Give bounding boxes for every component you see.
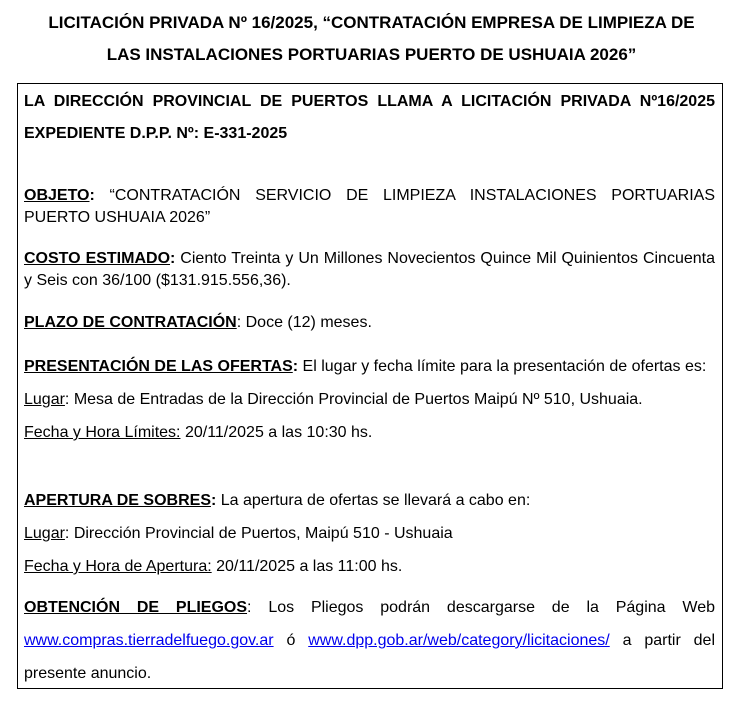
title-line-2: LAS INSTALACIONES PORTUARIAS PUERTO DE USHUAIA 2026” — [106, 45, 637, 64]
presentacion-text: El lugar y fecha límite para la presentación de ofertas es: — [298, 358, 707, 375]
objeto-section — [24, 185, 715, 229]
apertura-intro — [24, 484, 715, 517]
apertura-lugar-text: : Dirección Provincial de Puertos, Maipú 510 - Ushuaia — [64, 525, 453, 542]
costo-label: COSTO ESTIMADO — [24, 250, 171, 267]
apertura-fecha-label: Fecha y Hora de Apertura: — [24, 558, 212, 575]
apertura-colon: : — [210, 492, 217, 509]
objeto-colon: : — [89, 187, 95, 204]
plazo-label: PLAZO DE CONTRATACIÓN — [24, 314, 237, 331]
dpp-link[interactable]: www.dpp.gob.ar/web/category/licitaciones/ — [308, 632, 610, 649]
apertura-fecha-text: 20/11/2025 a las 11:00 hs. — [211, 558, 403, 575]
presentacion-lugar-text: : Mesa de Entradas de la Dirección Provincial de Puertos Maipú Nº 510, Ushuaia. — [64, 391, 643, 408]
pliegos-label: OBTENCIÓN DE PLIEGOS — [24, 599, 248, 616]
plazo-section — [24, 312, 715, 334]
pliegos-separator: ó — [273, 632, 309, 649]
apertura-label: APERTURA DE SOBRES — [24, 492, 211, 509]
page-title — [0, 7, 743, 71]
plazo-text: : Doce (12) meses. — [236, 314, 372, 331]
presentacion-lugar — [24, 383, 715, 416]
apertura-fecha — [24, 550, 715, 583]
apertura-lugar — [24, 517, 715, 550]
presentacion-lugar-label: Lugar — [24, 391, 65, 408]
presentacion-colon: : — [292, 358, 299, 375]
pliegos-section — [24, 591, 715, 690]
pliegos-text-2: a partir del presente anuncio. — [24, 632, 715, 682]
presentacion-fecha-label: Fecha y Hora Límites: — [24, 424, 181, 441]
call-text: LA DIRECCIÓN PROVINCIAL DE PUERTOS LLAMA A LICITACIÓN PRIVADA Nº16/2025 EXPEDIENTE D.P.P. Nº: E-331-2025 — [24, 93, 715, 142]
costo-text: Ciento Treinta y Un Millones Novecientos Quince Mil Quinientos Cincuenta y Seis con 36/100 ($131.915.556,36). — [24, 250, 715, 289]
call-statement — [24, 86, 715, 150]
presentacion-label: PRESENTACIÓN DE LAS OFERTAS — [24, 358, 293, 375]
pliegos-text-1: : Los Pliegos podrán descargarse de la Página Web — [247, 599, 715, 616]
objeto-text: “CONTRATACIÓN SERVICIO DE LIMPIEZA INSTALACIONES PORTUARIAS PUERTO USHUAIA 2026” — [24, 187, 715, 226]
objeto-label: OBJETO — [24, 187, 90, 204]
apertura-text: La apertura de ofertas se llevará a cabo en: — [216, 492, 531, 509]
presentacion-fecha — [24, 416, 715, 449]
apertura-section — [24, 484, 715, 583]
presentacion-intro — [24, 350, 715, 383]
apertura-lugar-label: Lugar — [24, 525, 65, 542]
announcement-box — [17, 83, 723, 689]
compras-link[interactable]: www.compras.tierradelfuego.gov.ar — [24, 632, 274, 649]
presentacion-fecha-text: 20/11/2025 a las 10:30 hs. — [180, 424, 373, 441]
costo-section — [24, 248, 715, 292]
presentacion-section — [24, 350, 715, 449]
costo-colon: : — [170, 250, 176, 267]
title-line-1: LICITACIÓN PRIVADA Nº 16/2025, “CONTRATACIÓN EMPRESA DE LIMPIEZA DE — [48, 13, 695, 32]
